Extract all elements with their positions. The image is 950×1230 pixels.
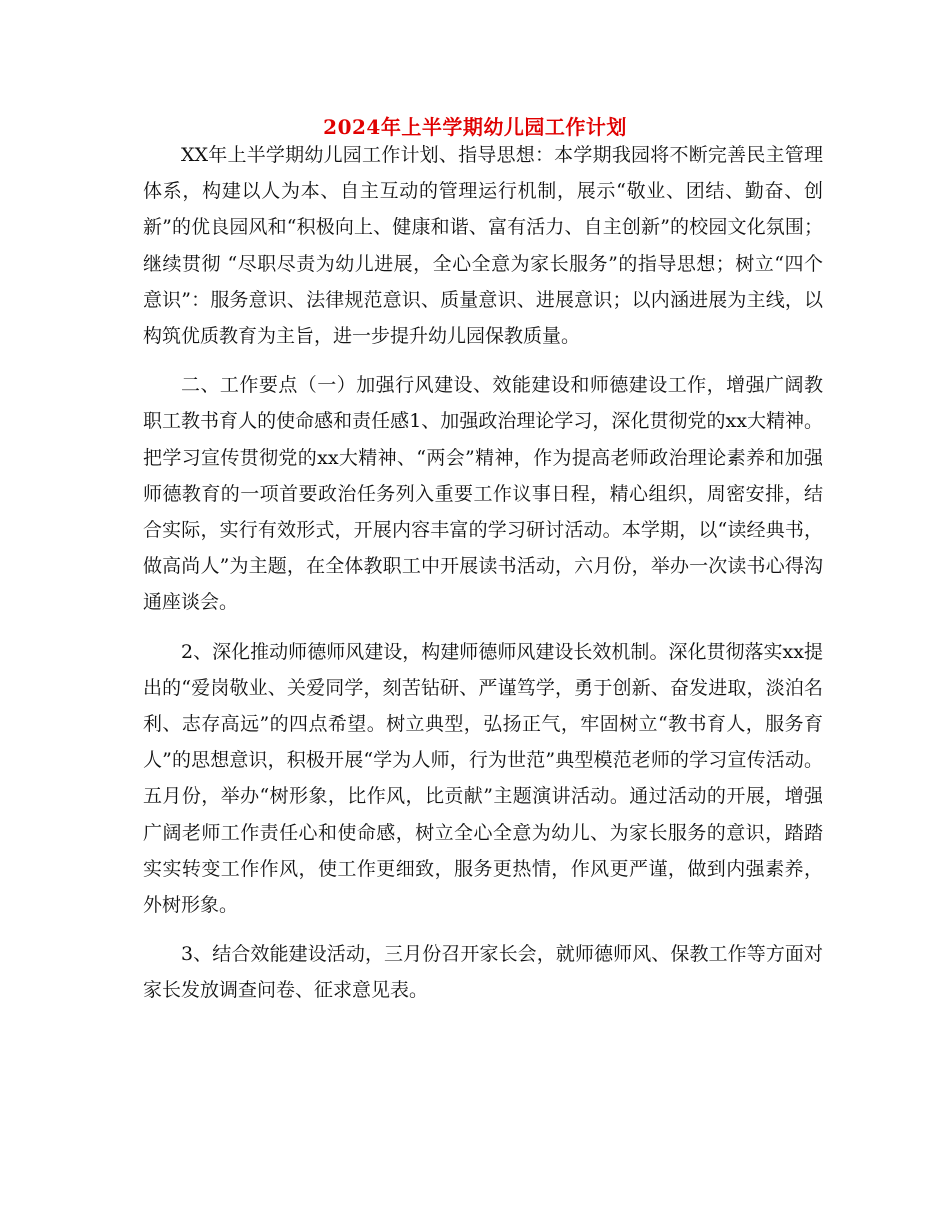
paragraph-guiding-ideology: XX年上半学期幼儿园工作计划、指导思想：本学期我园将不断完善民主管理体系，构建以人为本、自主互动的管理运行机制，展示“敬业、团结、勤奋、创新”的优良园风和“积极向上、健康和谐、富有活力、自主创新”的校园文化氛围；继续贯彻 “尽职尽责为幼儿进展，全心全意为家长服务”的指导思想；树立“四个意识”：服务意识、法律规范意识、质量意识、进展意识；以内涵进展为主线，以构筑优质教育为主旨，进一步提升幼儿园保教质量。 xyxy=(143,144,823,348)
paragraph-work-points: 二、工作要点（一）加强行风建设、效能建设和师德建设工作，增强广阔教职工教书育人的使命感和责任感1、加强政治理论学习，深化贯彻党的xx大精神。把学习宣传贯彻党的xx大精神、“两会”精神，作为提高老师政治理论素养和加强师德教育的一项首要政治任务列入重要工作议事日程，精心组织，周密安排，结合实际，实行有效形式，开展内容丰富的学习研讨活动。本学期，以“读经典书，做高尚人”为主题，在全体教职工中开展读书活动，六月份，举办一次读书心得沟通座谈会。 xyxy=(143,374,823,614)
document-body xyxy=(143,137,823,1009)
paragraph-parent-meeting: 3、结合效能建设活动，三月份召开家长会，就师德师风、保教工作等方面对家长发放调查问卷、征求意见表。 xyxy=(143,943,823,1002)
paragraph-ethics-building: 2、深化推动师德师风建设，构建师德师风建设长效机制。深化贯彻落实xx提出的“爱岗敬业、关爱同学，刻苦钻研、严谨笃学，勇于创新、奋发进取，淡泊名利、志存高远”的四点希望。树立典型，弘扬正气，牢固树立“教书育人，服务育人”的思想意识，积极开展“学为人师，行为世范”典型模范老师的学习宣传活动。五月份，举办“树形象，比作风，比贡献”主题演讲活动。通过活动的开展，增强广阔老师工作责任心和使命感，树立全心全意为幼儿、为家长服务的意识，踏踏实实转变工作作风，使工作更细致，服务更热情，作风更严谨，做到内强素养，外树形象。 xyxy=(143,640,823,917)
document-title: 2024年上半学期幼儿园工作计划 xyxy=(323,115,627,139)
